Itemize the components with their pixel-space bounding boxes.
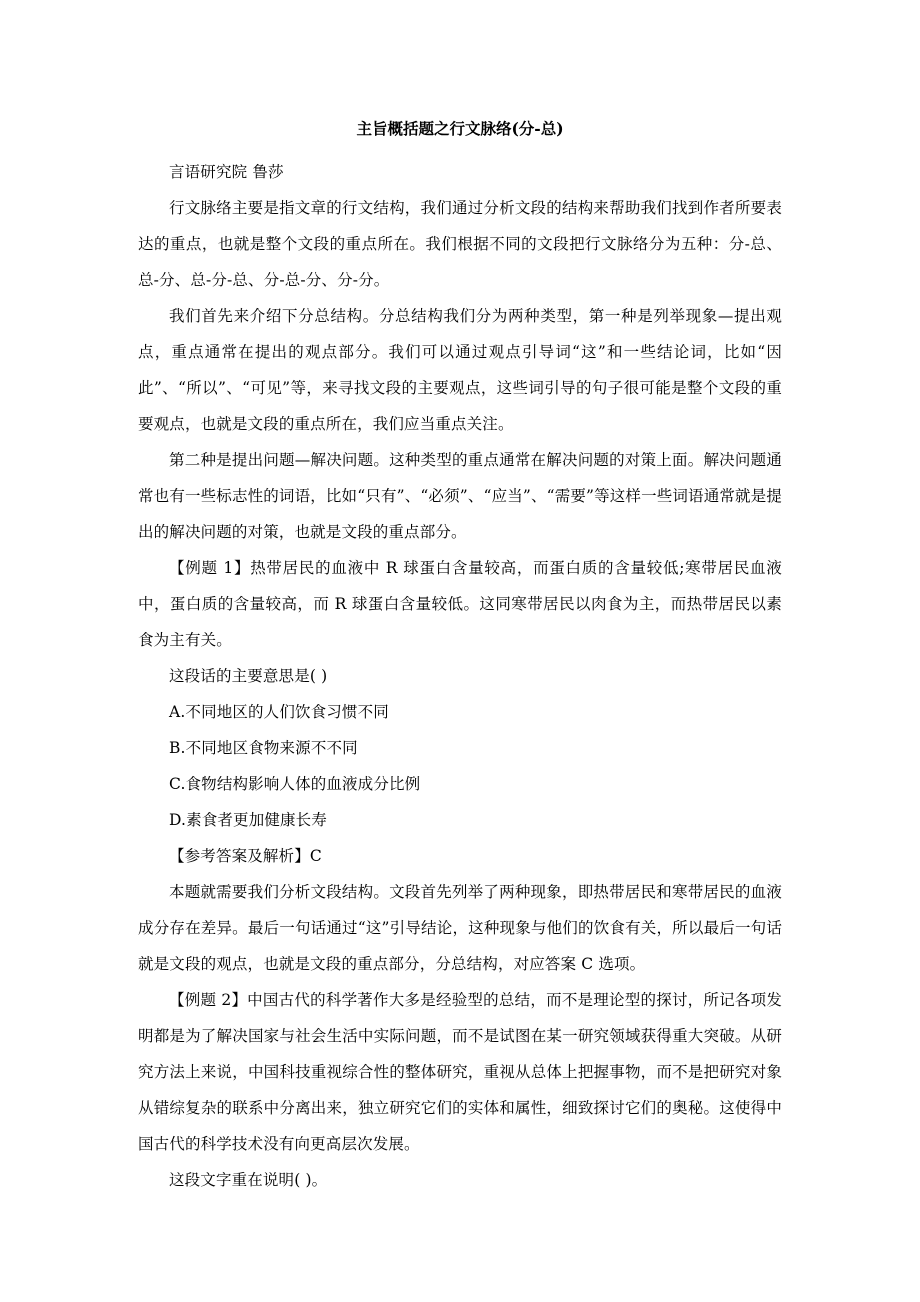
example-2-question: 这段文字重在说明( )。 bbox=[169, 1171, 328, 1189]
intro-paragraph: 行文脉络主要是指文章的行文结构，我们通过分析文段的结构来帮助我们找到作者所要表达的重点，也就是整个文段的重点所在。我们根据不同的文段把行文脉络分为五种：分-总、总-分、总-分-总、分-总-分、分-分。 bbox=[138, 199, 782, 289]
example-2-paragraph: 【例题 2】中国古代的科学著作大多是经验型的总结，而不是理论型的探讨，所记各项发明都是为了解决国家与社会生活中实际问题，而不是试图在某一研究领域获得重大突破。从研究方法上来说，中国科技重视综合性的整体研究，重视从总体上把握事物，而不是把研究对象从错综复杂的联系中分离出来，独立研究它们的实体和属性，细致探讨它们的奥秘。这使得中国古代的科学技术没有向更高层次发展。 bbox=[138, 991, 782, 1153]
second-type-paragraph: 第二种是提出问题—解决问题。这种类型的重点通常在解决问题的对策上面。解决问题通常也有一些标志性的词语，比如“只有”、“必须”、“应当”、“需要”等这样一些词语通常就是提出的解决问题的对策，也就是文段的重点部分。 bbox=[138, 451, 782, 541]
example-1-question: 这段话的主要意思是( ) bbox=[169, 667, 328, 685]
fen-zong-paragraph: 我们首先来介绍下分总结构。分总结构我们分为两种类型，第一种是列举现象—提出观点，重点通常在提出的观点部分。我们可以通过观点引导词“这”和一些结论词，比如“因此”、“所以”、“可见”等，来寻找文段的主要观点，这些词引导的句子很可能是整个文段的重要观点，也就是文段的重点所在，我们应当重点关注。 bbox=[138, 307, 782, 433]
option-d: D.素食者更加健康长寿 bbox=[169, 811, 327, 829]
author-line: 言语研究院 鲁莎 bbox=[169, 163, 284, 181]
option-a: A.不同地区的人们饮食习惯不同 bbox=[169, 703, 389, 721]
option-c: C.食物结构影响人体的血液成分比例 bbox=[169, 775, 421, 793]
answer-label: 【参考答案及解析】C bbox=[169, 847, 322, 865]
page-title: 主旨概括题之行文脉络(分-总) bbox=[356, 119, 564, 138]
example-1-paragraph: 【例题 1】热带居民的血液中 R 球蛋白含量较高，而蛋白质的含量较低;寒带居民血液中，蛋白质的含量较高，而 R 球蛋白含量较低。这同寒带居民以肉食为主，而热带居民以素食为主有关。 bbox=[138, 559, 782, 649]
analysis-paragraph: 本题就需要我们分析文段结构。文段首先列举了两种现象，即热带居民和寒带居民的血液成分存在差异。最后一句话通过“这”引导结论，这种现象与他们的饮食有关，所以最后一句话就是文段的观点，也就是文段的重点部分，分总结构，对应答案 C 选项。 bbox=[138, 883, 782, 973]
option-b: B.不同地区食物来源不不同 bbox=[169, 739, 358, 757]
